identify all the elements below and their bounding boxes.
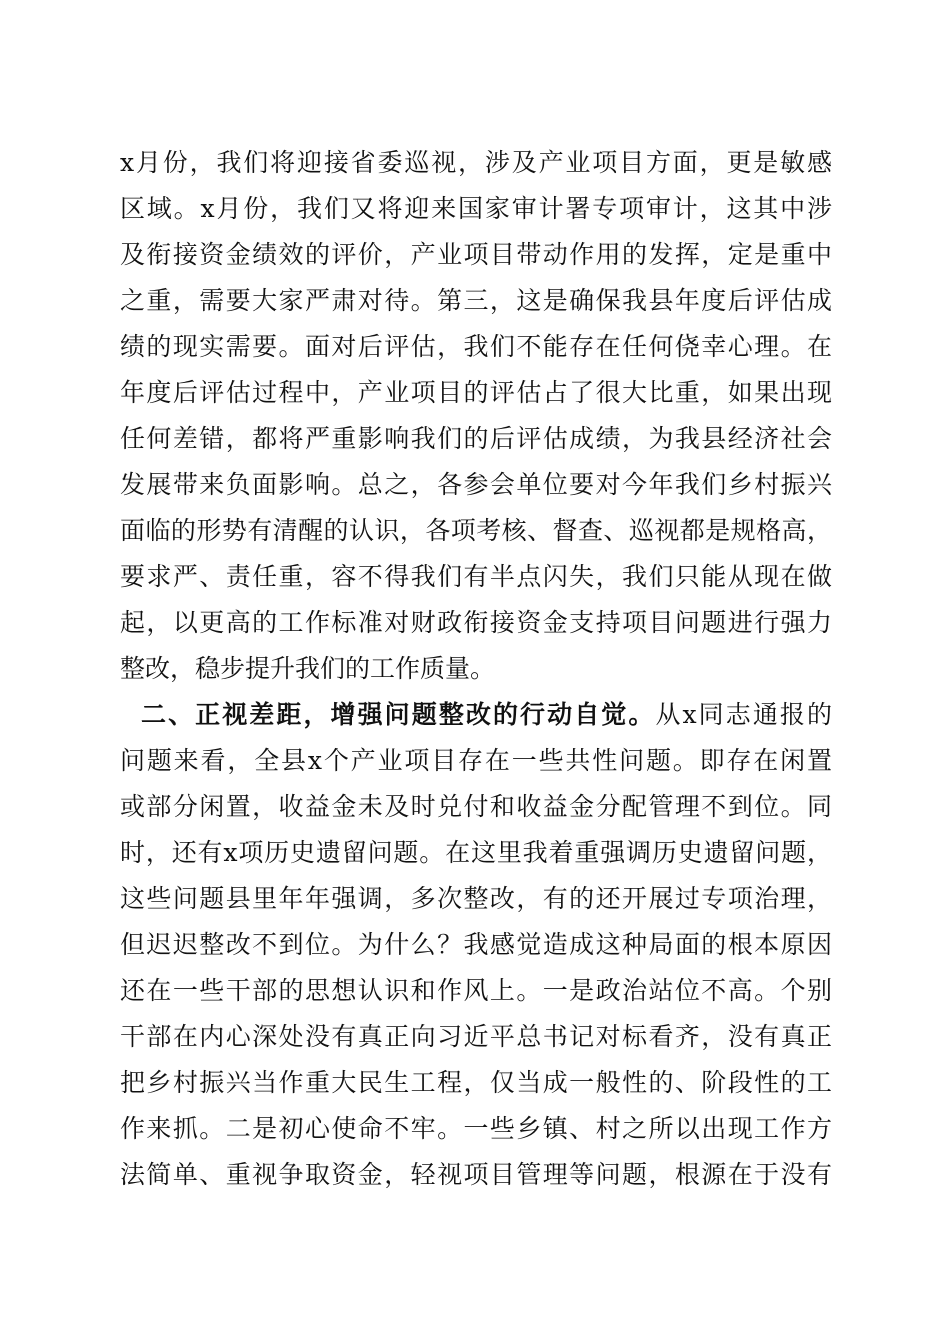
section-line: 作来抓。二是初心使命不牢。一些乡镇、村之所以出现工作方	[120, 1114, 832, 1143]
paragraph-line: 及衔接资金绩效的评价，产业项目带动作用的发挥，定是重中	[120, 240, 832, 269]
section-line: 法简单、重视争取资金，轻视项目管理等问题，根源在于没有	[120, 1160, 832, 1189]
paragraph-line: x月份，我们将迎接省委巡视，涉及产业项目方面，更是敏感	[120, 148, 832, 177]
paragraph-line: 发展带来负面影响。总之，各参会单位要对今年我们乡村振兴	[120, 470, 832, 499]
paragraph-line: 区域。x月份，我们又将迎来国家审计署专项审计，这其中涉	[120, 194, 832, 223]
section-first-line	[120, 692, 832, 738]
section-first-line-rest: 从x同志通报的	[655, 700, 832, 729]
document-body	[120, 140, 832, 1198]
paragraph-line: 整改，稳步提升我们的工作质量。	[120, 654, 496, 683]
section-line: 干部在内心深处没有真正向习近平总书记对标看齐，没有真正	[120, 1022, 832, 1051]
section-line: 把乡村振兴当作重大民生工程，仅当成一般性的、阶段性的工	[120, 1068, 832, 1097]
paragraph-line: 起，以更高的工作标准对财政衔接资金支持项目问题进行强力	[120, 608, 832, 637]
paragraph-line: 要求严、责任重，容不得我们有半点闪失，我们只能从现在做	[120, 562, 832, 591]
section-line: 但迟迟整改不到位。为什么？我感觉造成这种局面的根本原因	[120, 930, 832, 959]
section-heading: 二、正视差距，增强问题整改的行动自觉。	[141, 700, 656, 729]
section-line: 或部分闲置，收益金未及时兑付和收益金分配管理不到位。同	[120, 792, 832, 821]
paragraph-line: 任何差错，都将严重影响我们的后评估成绩，为我县经济社会	[120, 424, 832, 453]
section-line: 还在一些干部的思想认识和作风上。一是政治站位不高。个别	[120, 976, 832, 1005]
paragraph-line: 绩的现实需要。面对后评估，我们不能存在任何侥幸心理。在	[120, 332, 832, 361]
section-line: 这些问题县里年年强调，多次整改，有的还开展过专项治理，	[120, 884, 832, 913]
paragraph-line: 面临的形势有清醒的认识，各项考核、督查、巡视都是规格高，	[120, 516, 832, 545]
section-line: 时，还有x项历史遗留问题。在这里我着重强调历史遗留问题，	[120, 838, 832, 867]
paragraph-line: 年度后评估过程中，产业项目的评估占了很大比重，如果出现	[120, 378, 832, 407]
section-line: 问题来看，全县x个产业项目存在一些共性问题。即存在闲置	[120, 746, 832, 775]
paragraph-line: 之重，需要大家严肃对待。第三，这是确保我县年度后评估成	[120, 286, 832, 315]
